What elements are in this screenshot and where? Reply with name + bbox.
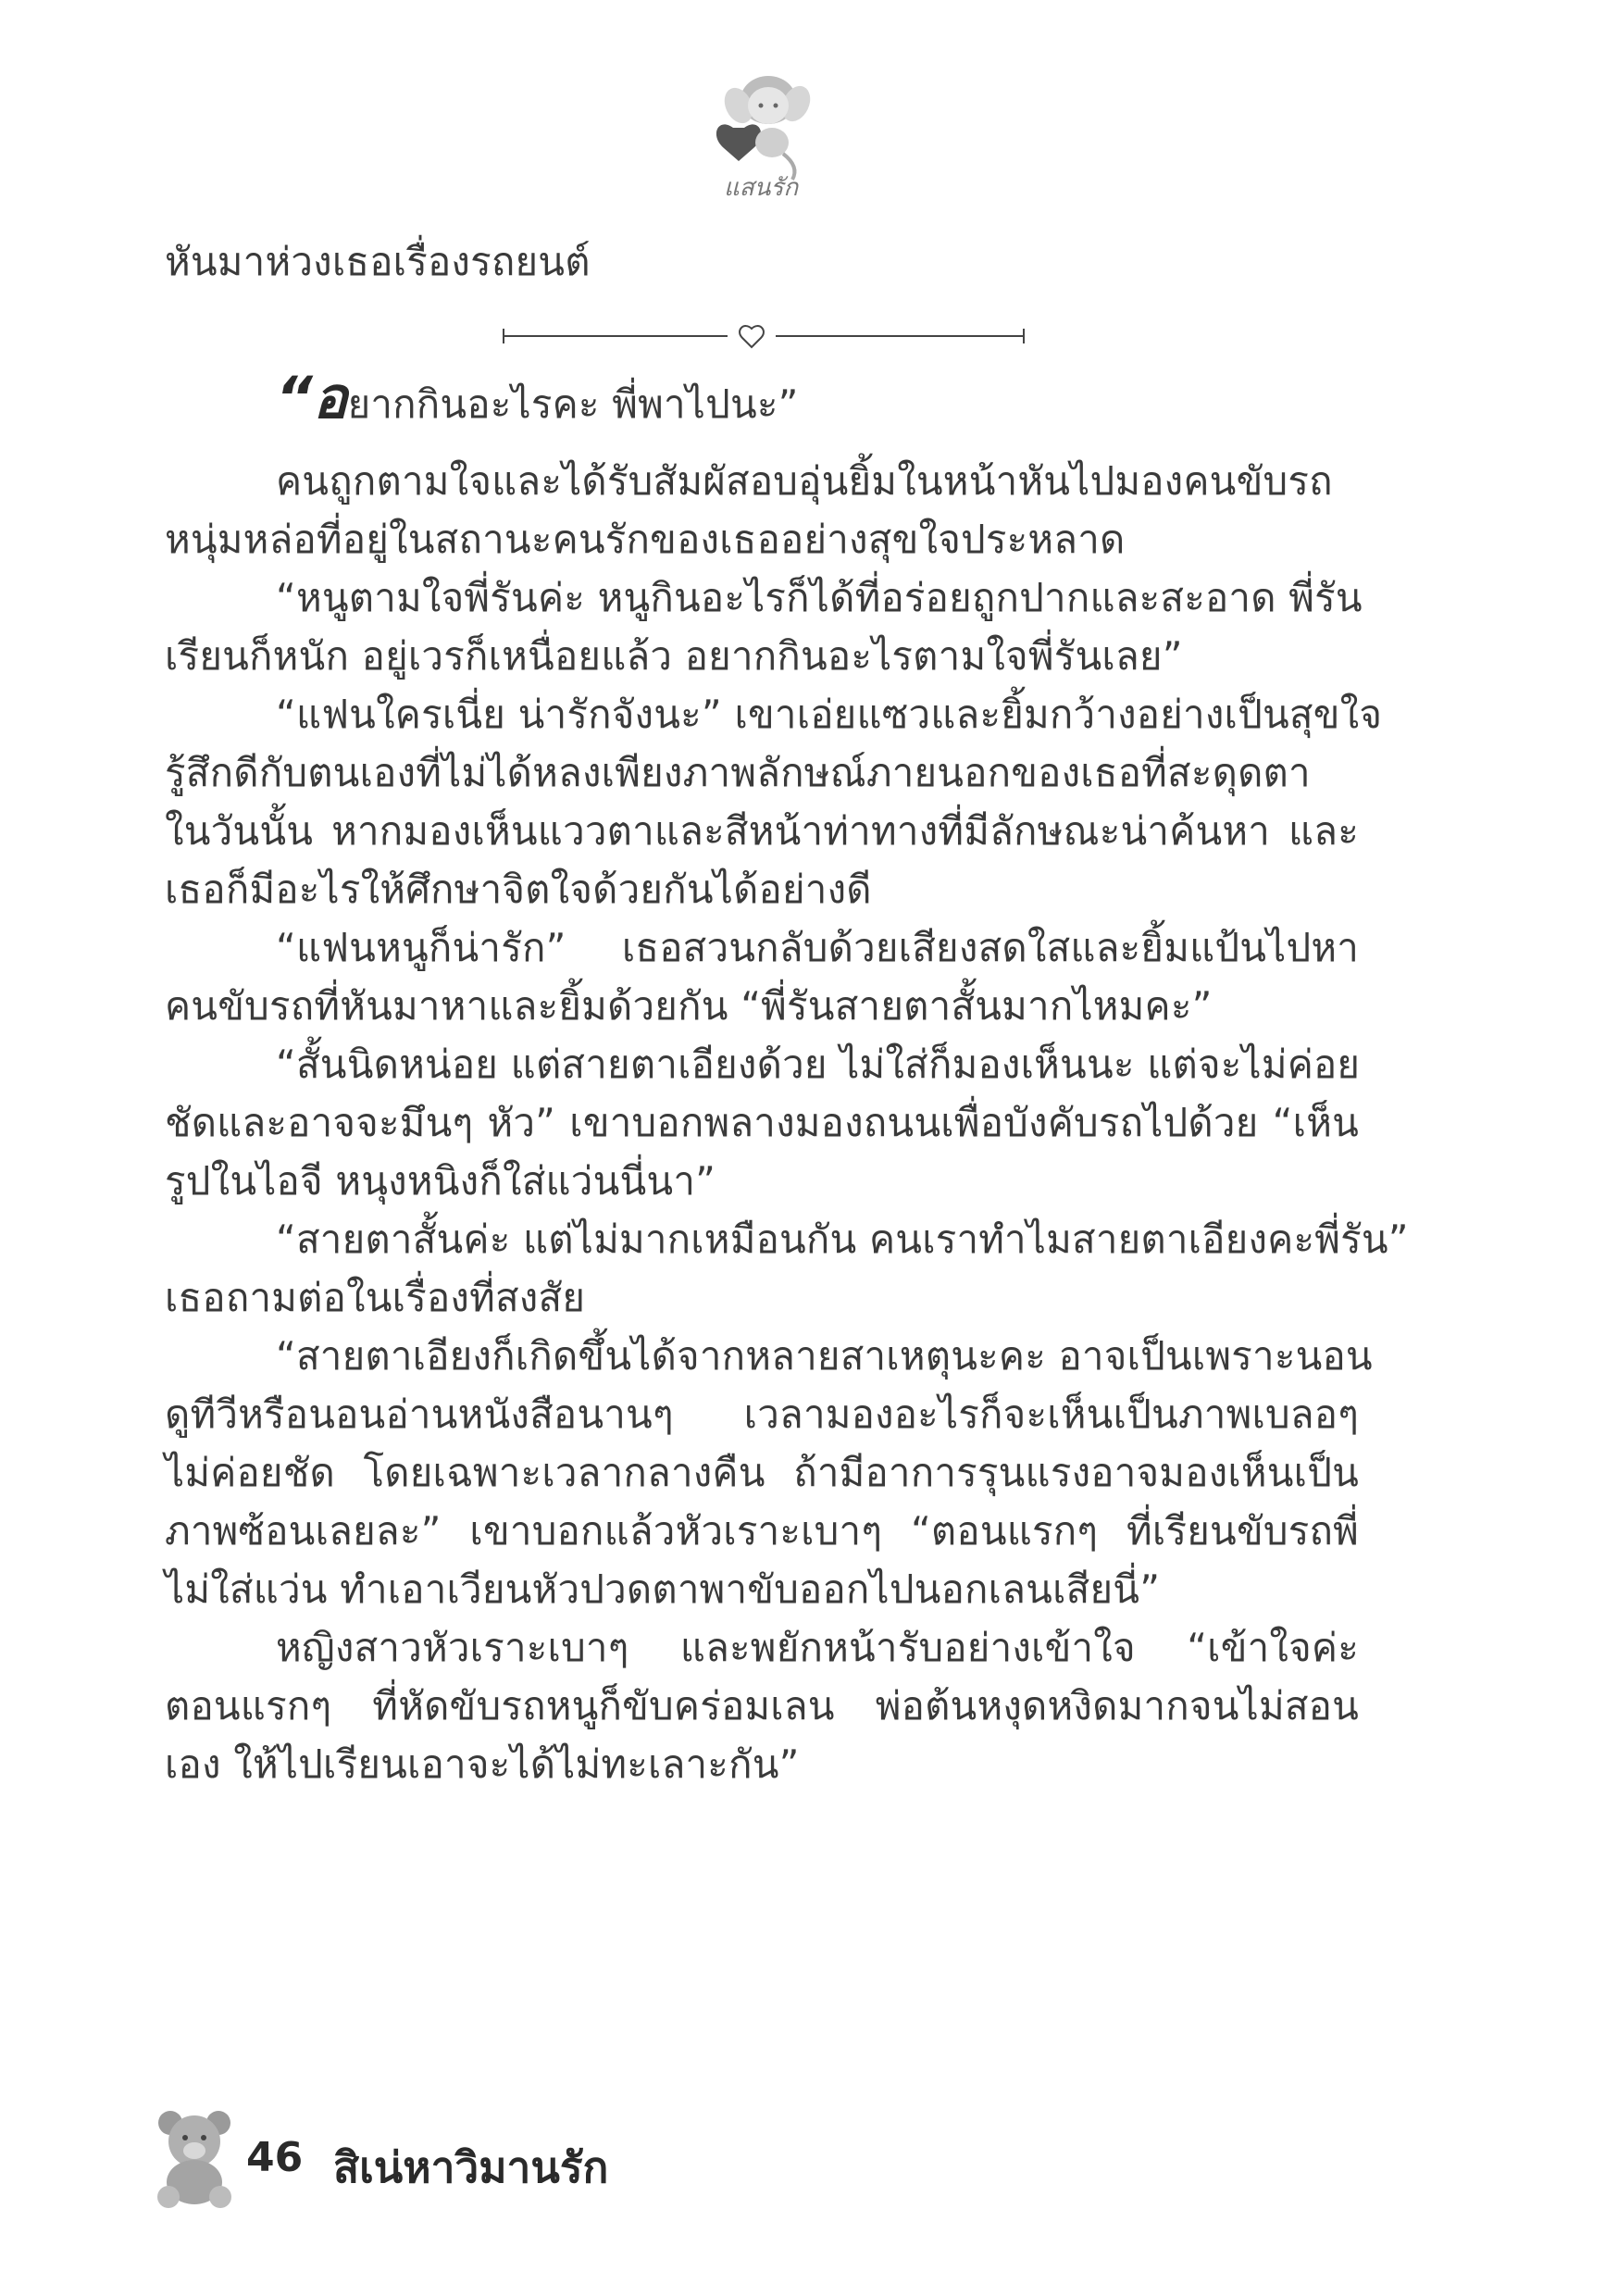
body-line-18: ไม่ค่อยชัด โดยเฉพาะเวลากลางคืน ถ้ามีอาการรุนแรงอาจมองเห็นเป็น [165,1450,1359,1495]
body-line-5: “แฟนใครเนี่ย น่ารักจังนะ” เขาเอ่ยแซวและยิ้มกว้างอย่างเป็นสุขใจ [276,692,1383,737]
body-line-17: ดูทีวีหรือนอนอ่านหนังสือนานๆ เวลามองอะไรก็จะเห็นเป็นภาพเบลอๆ [165,1391,1359,1437]
scene-divider [500,318,1027,355]
header-logo [683,65,831,204]
dialogue-open-text: ยากกินอะไรคะ พี่พาไปนะ” [347,381,799,427]
body-line-15: เธอถามต่อในเรื่องที่สงสัย [165,1275,586,1320]
body-line-21: หญิงสาวหัวเราะเบาๆ และพยักหน้ารับอย่างเข้าใจ “เข้าใจค่ะ [276,1625,1359,1670]
teddy-bear-icon [148,2106,241,2208]
body-line-10: คนขับรถที่หันมาหาและยิ้มด้วยกัน “พี่รันสายตาสั้นมากไหมคะ” [165,983,1213,1029]
body-line-19: ภาพซ้อนเลยละ” เขาบอกแล้วหัวเราะเบาๆ “ตอนแรกๆ ที่เรียนขับรถพี่ [165,1508,1359,1554]
body-line-23: เอง ให้ไปเรียนเอาจะได้ไม่ทะเลาะกัน” [165,1741,800,1787]
drop-cap: อ [313,364,348,431]
body-line-22: ตอนแรกๆ ที่หัดขับรถหนูก็ขับคร่อมเลน พ่อต้นหงุดหงิดมากจนไม่สอน [165,1683,1359,1728]
body-line-4: เรียนก็หนัก อยู่เวรก็เหนื่อยแล้ว อยากกินอะไรตามใจพี่รันเลย” [165,633,1183,679]
body-line-13: รูปในไอจี หนุงหนิงก็ใส่แว่นนี่นา” [165,1158,716,1204]
book-title: สิเน่หาวิมานรัก [333,2142,609,2192]
body-line-14: “สายตาสั้นค่ะ แต่ไม่มากเหมือนกัน คนเราทำไมสายตาเอียงคะพี่รัน” [276,1217,1409,1262]
body-line-8: เธอก็มีอะไรให้ศึกษาจิตใจด้วยกันได้อย่างดี [165,867,872,912]
body-line-7: ในวันนั้น หากมองเห็นแววตาและสีหน้าท่าทางที่มีลักษณะน่าค้นหา และ [165,808,1359,854]
body-line-1: คนถูกตามใจและได้รับสัมผัสอบอุ่นยิ้มในหน้าหันไปมองคนขับรถ [276,458,1333,504]
body-line-6: รู้สึกดีกับตนเองที่ไม่ได้หลงเพียงภาพลักษณ์ภายนอกของเธอที่สะดุดตา [165,750,1311,795]
body-line-11: “สั้นนิดหน่อย แต่สายตาเอียงด้วย ไม่ใส่ก็มองเห็นนะ แต่จะไม่ค่อย [276,1042,1361,1087]
body-line-20: ไม่ใส่แว่น ทำเอาเวียนหัวปวดตาพาขับออกไปนอกเลนเสียนี่” [165,1566,1161,1612]
body-line-9: “แฟนหนูก็น่ารัก” เธอสวนกลับด้วยเสียงสดใสและยิ้มแป้นไปหา [276,925,1359,970]
open-quote: “ [276,364,314,431]
logo-text: แสนรัก [724,174,799,202]
body-line-12: ชัดและอาจจะมึนๆ หัว” เขาบอกพลางมองถนนเพื่อบังคับรถไปด้วย “เห็น [165,1100,1359,1145]
body-line-3: “หนูตามใจพี่รันค่ะ หนูกินอะไรก็ได้ที่อร่อยถูกปากและสะอาด พี่รัน [276,575,1363,620]
dialogue-open [165,364,1359,431]
body-line-0: หันมาห่วงเธอเรื่องรถยนต์ [165,239,591,284]
body-line-2: หนุ่มหล่อที่อยู่ในสถานะคนรักของเธออย่างสุขใจประหลาด [165,517,1126,562]
body-line-16: “สายตาเอียงก็เกิดขึ้นได้จากหลายสาเหตุนะคะ อาจเป็นเพราะนอน [276,1333,1373,1379]
page-number: 46 [246,2134,304,2181]
